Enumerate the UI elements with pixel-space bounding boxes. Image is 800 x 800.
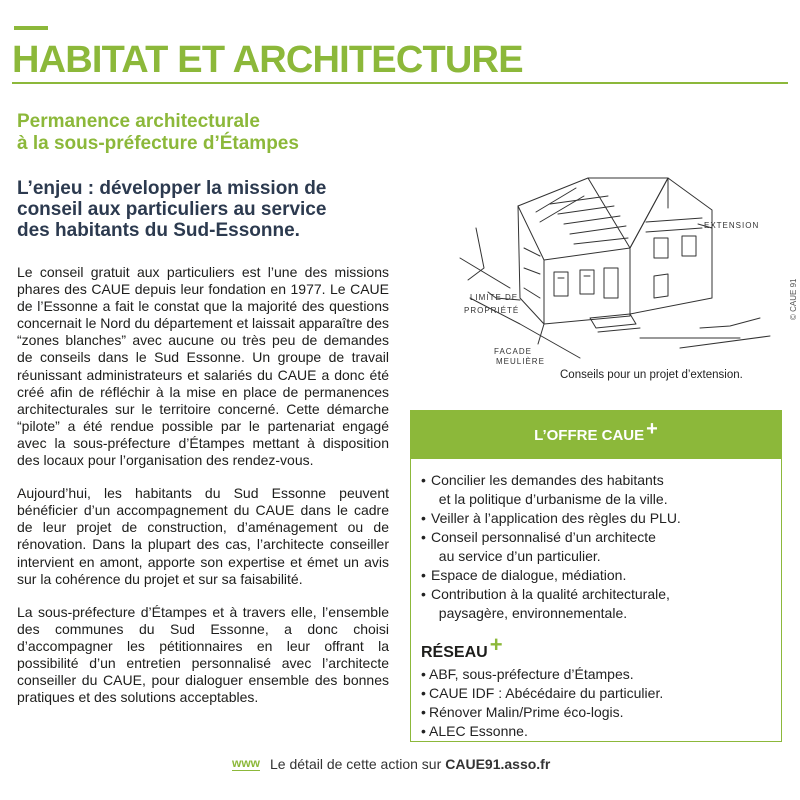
stake-line-2: conseil aux particuliers au service [17, 199, 327, 220]
article-title-line-1: Permanence architecturale [17, 111, 260, 132]
offer-item [421, 566, 781, 585]
offer-item-text: Espace de dialogue, médiation. [431, 567, 627, 583]
footer-text: Le détail de cette action sur [270, 756, 442, 772]
website-link[interactable]: CAUE91.asso.fr [445, 756, 551, 772]
sketch-label-extension: EXTENSION [704, 221, 760, 230]
article-title [17, 111, 397, 155]
offer-list [411, 459, 781, 623]
body-paragraph-1: Le conseil gratuit aux particuliers est l’une des missions phares des CAUE depuis leur fondation en 1977. Le CAUE de l’Essonne a fait le constat que la majorité des questions concernait le Nord du département et laissait apparaître des “zones blanches” avec aucune ou très peu de demandes de conseils dans le Sud Essonne. Un groupe de travail réunissant administrateurs et salariés du CAUE a donc été créé afin de réfléchir à la mise en place de permanences architecturales sur le territoire concerné. Cette démarche “pilote” a été rendue possible par le partenariat engagé avec la sous-préfecture d’Étampes mettant à disposition des locaux pour l’organisation des rendez-vous. [17, 264, 389, 469]
offer-item [421, 585, 781, 623]
offer-item-text: Conseil personnalisé d’un architecte [431, 529, 656, 545]
offer-item [421, 471, 781, 509]
reseau-item [421, 722, 781, 741]
offer-item-text: paysagère, environnementale. [438, 605, 628, 621]
reseau-item [421, 703, 781, 722]
offer-header [411, 411, 781, 459]
sketch-label-facade-1: FACADE [494, 347, 533, 356]
reseau-item [421, 684, 781, 703]
footer [232, 756, 550, 772]
article-body [17, 264, 389, 722]
reseau-item-text: ABF, sous-préfecture d’Étampes. [429, 666, 634, 682]
offer-item [421, 509, 781, 528]
reseau-item-text: ALEC Essonne. [429, 723, 528, 739]
bullet: • [421, 666, 426, 682]
offer-item-text: Veiller à l’application des règles du PLU. [431, 510, 681, 526]
house-extension-sketch [440, 148, 780, 370]
reseau-title: RÉSEAU [421, 644, 488, 661]
bullet: • [421, 685, 426, 701]
section-title: HABITAT ET ARCHITECTURE [12, 39, 523, 81]
body-paragraph-2: Aujourd’hui, les habitants du Sud Essonne peuvent bénéficier d’un accompagnement du CAUE dans le cadre de leur projet de construction, d’aménagement ou de rénovation. Dans la plupart des cas, l’architecte conseiller intervient en amont, apporte son expertise et émet un avis sur la cohérence du projet et sur sa faisabilité. [17, 485, 389, 587]
offer-item-text: et la politique d’urbanisme de la ville. [438, 491, 668, 507]
sketch-label-limite-2: PROPRIÉTÉ [464, 306, 520, 315]
image-credit: © CAUE 91 [789, 278, 798, 320]
offer-item [421, 528, 781, 566]
sketch-label-limite-1: LIMITE DE [470, 293, 519, 302]
stake-line-3: des habitants du Sud-Essonne. [17, 220, 300, 241]
www-icon: www [232, 756, 261, 770]
bullet: • [421, 472, 426, 488]
offer-item-text: Contribution à la qualité architecturale, [431, 586, 670, 602]
offer-item-text: Concilier les demandes des habitants [431, 472, 664, 488]
title-rule [12, 82, 788, 84]
offer-title: L’OFFRE CAUE [534, 426, 645, 444]
reseau-heading [411, 623, 781, 663]
bullet: • [421, 567, 426, 583]
sketch-label-facade-2: MEULIÈRE [496, 357, 545, 366]
bullet: • [421, 723, 426, 739]
bullet: • [421, 704, 426, 720]
sketch-caption: Conseils pour un projet d’extension. [560, 369, 743, 381]
bullet: • [421, 586, 426, 602]
plus-icon: + [489, 632, 503, 657]
bullet: • [421, 529, 426, 545]
offer-box [410, 410, 782, 742]
offer-item-text: au service d’un particulier. [438, 548, 601, 564]
article-title-line-2: à la sous-préfecture d’Étampes [17, 133, 299, 154]
reseau-list [411, 663, 781, 741]
stake-heading [17, 178, 377, 241]
plus-icon: + [646, 417, 658, 440]
reseau-item-text: CAUE IDF : Abécédaire du particulier. [429, 685, 664, 701]
reseau-item-text: Rénover Malin/Prime éco-logis. [429, 704, 624, 720]
body-paragraph-3: La sous-préfecture d’Étampes et à travers elle, l’ensemble des communes du Sud Essonne, a donc choisi d’accompagner les pétitionnaires en leur offrant la possibilité d’un entretien personnalisé avec l’architecte conseiller du CAUE, pour dialoguer ensemble des bonnes pratiques et des solutions acceptables. [17, 603, 389, 706]
title-accent-bar [14, 26, 48, 30]
reseau-item [421, 665, 781, 684]
bullet: • [421, 510, 426, 526]
stake-line-1: L’enjeu : développer la mission de [17, 178, 327, 199]
